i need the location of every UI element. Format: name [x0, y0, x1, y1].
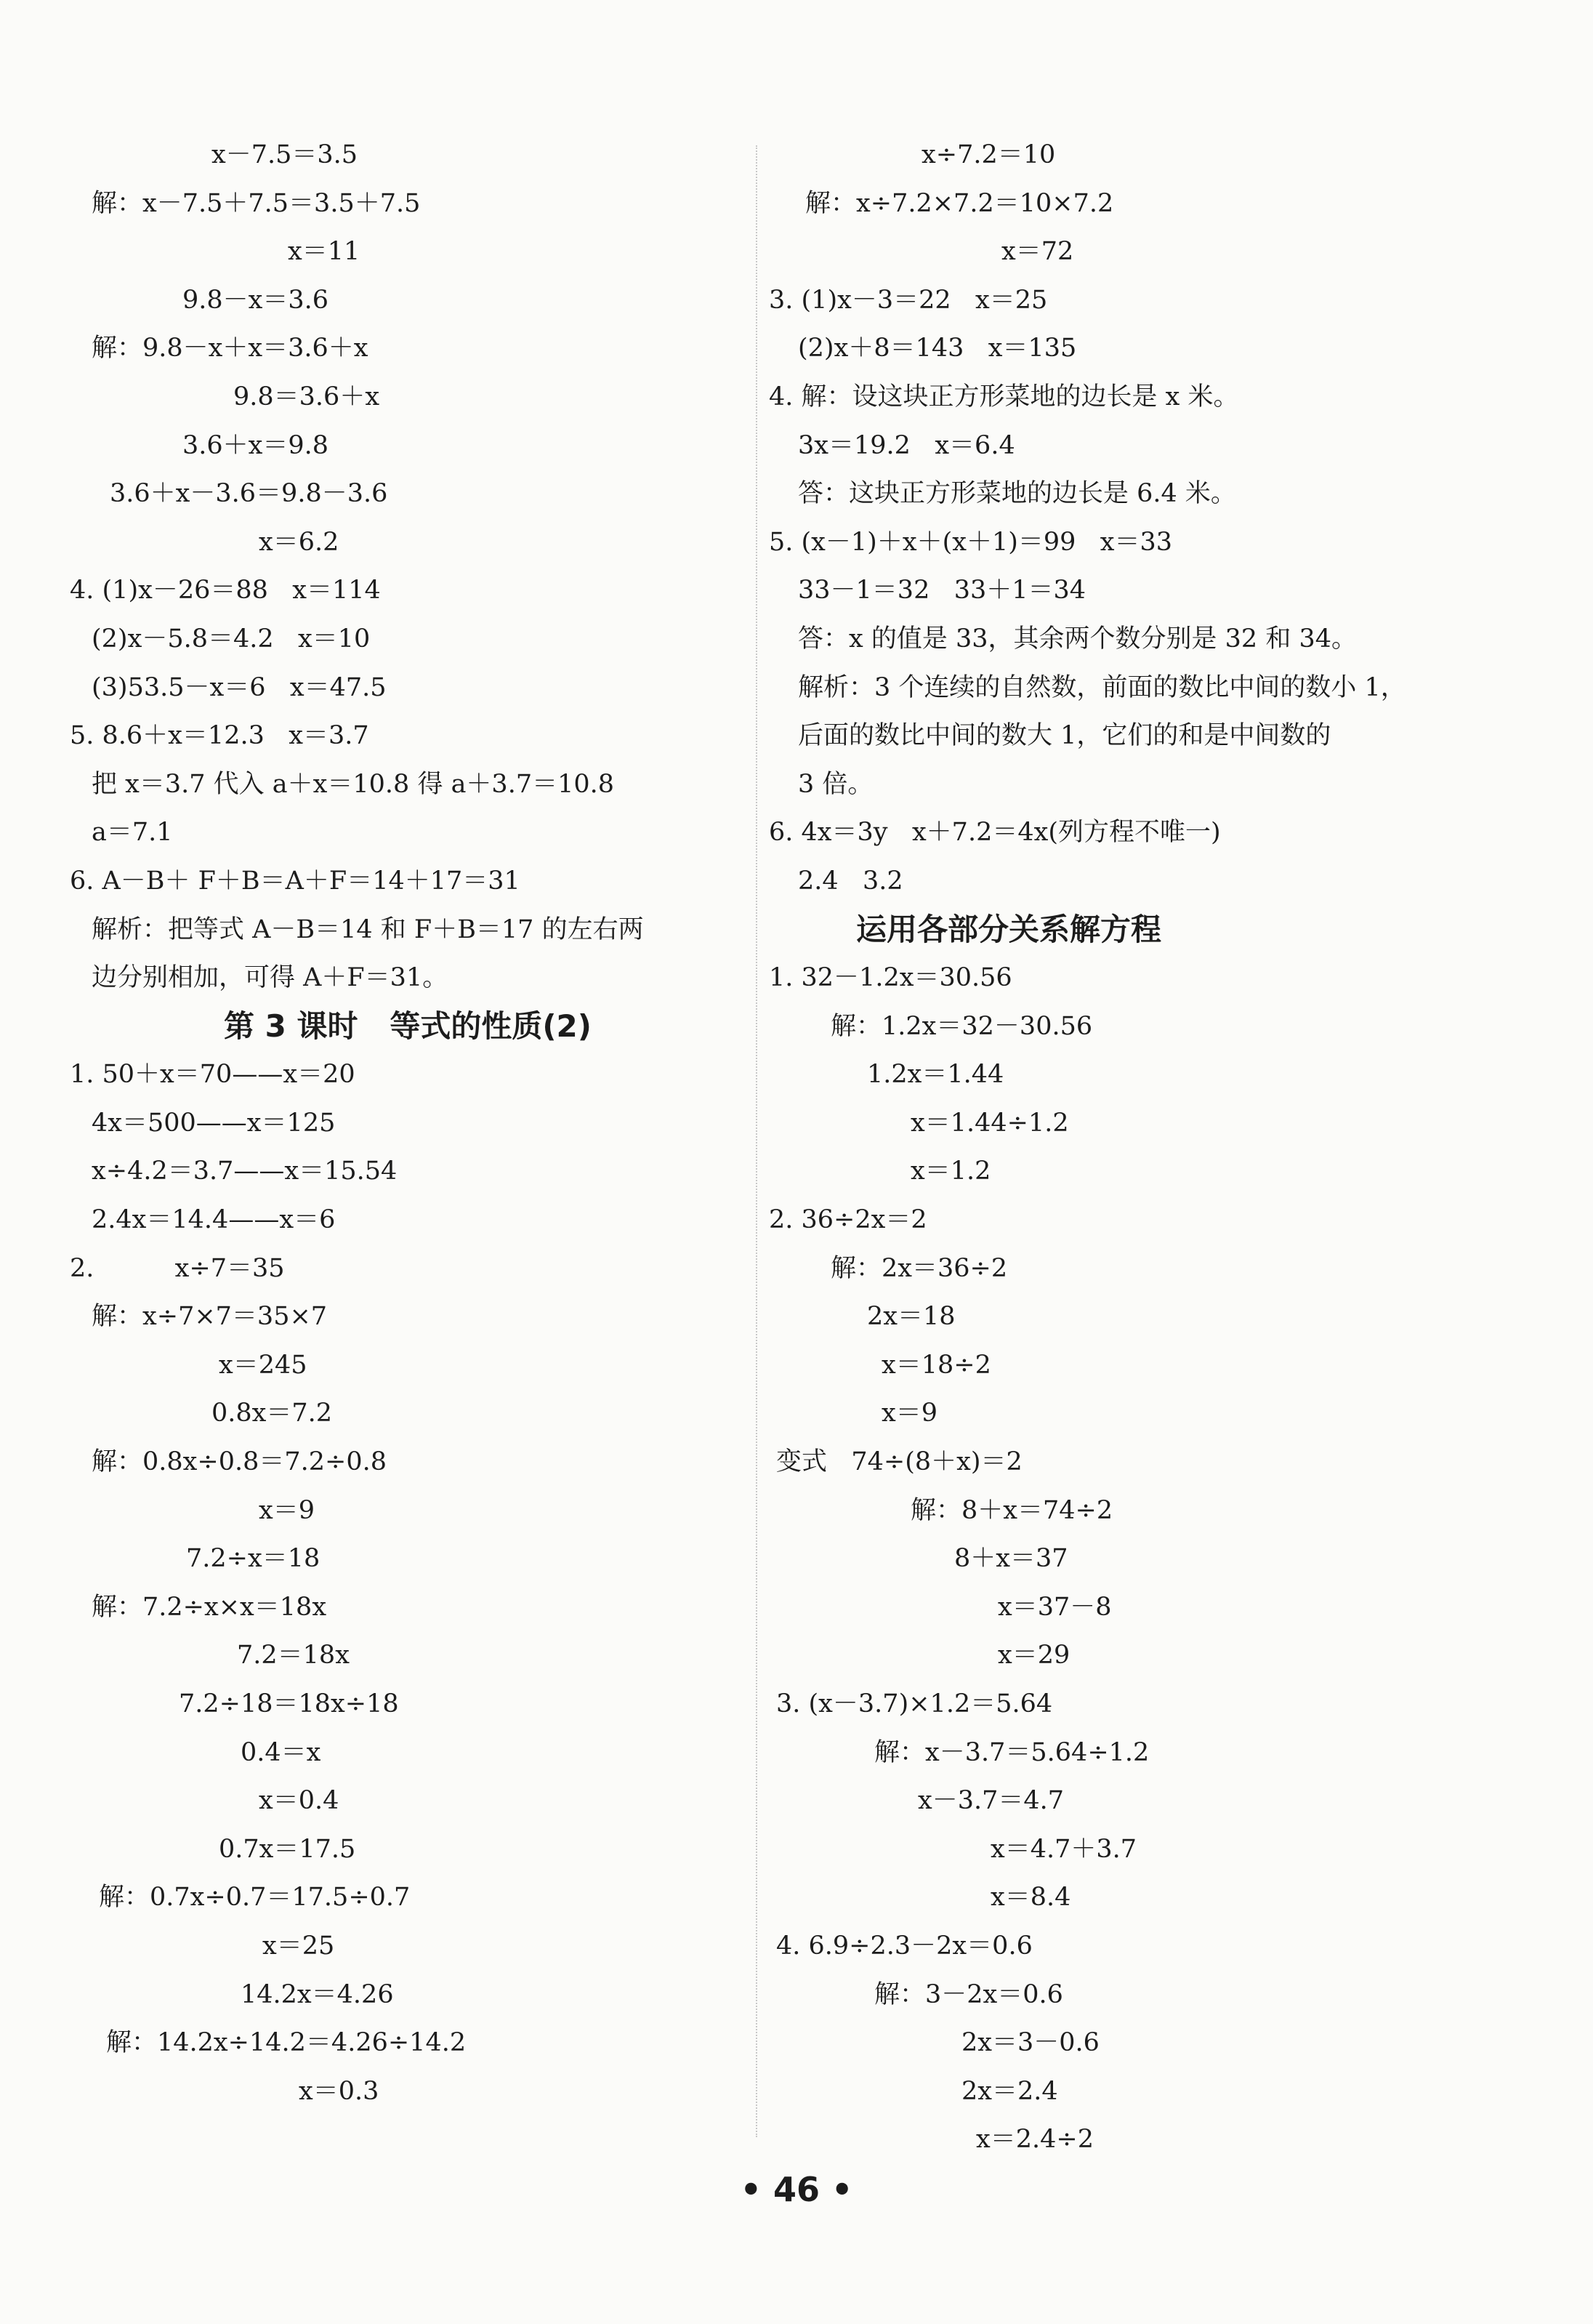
- answer-line: x＝37－8: [998, 1592, 1112, 1622]
- section-heading: 运用各部分关系解方程: [856, 911, 1162, 947]
- answer-line: 答：这块正方形菜地的边长是 6.4 米。: [798, 479, 1236, 509]
- answer-line: x＝9: [259, 1495, 315, 1525]
- answer-line: x＝4.7＋3.7: [991, 1834, 1137, 1864]
- answer-line: 3x＝19.2 x＝6.4: [798, 430, 1015, 460]
- answer-line: x－3.7＝4.7: [918, 1786, 1065, 1816]
- answer-line: 4. 6.9÷2.3－2x＝0.6: [776, 1931, 1033, 1961]
- answer-line: 8＋x＝37: [954, 1544, 1068, 1574]
- answer-line: x＝0.3: [299, 2076, 379, 2106]
- answer-line: 0.7x＝17.5: [219, 1834, 356, 1864]
- answer-line: x＝8.4: [991, 1883, 1071, 1913]
- answer-line: x＝245: [219, 1350, 307, 1380]
- answer-line: 2x＝18: [867, 1302, 956, 1332]
- answer-line: 解：0.7x÷0.7＝17.5÷0.7: [99, 1883, 411, 1913]
- answer-line: 解：2x＝36÷2: [831, 1253, 1008, 1283]
- answer-line: 解析：3 个连续的自然数，前面的数比中间的数小 1，: [798, 672, 1406, 702]
- answer-line: 边分别相加，可得 A＋F＝31。: [92, 963, 448, 993]
- right-column: [769, 131, 1525, 2164]
- answer-line: x÷7.2＝10: [921, 140, 1056, 169]
- answer-line: 3 倍。: [798, 769, 874, 799]
- answer-line: 7.2＝18x: [237, 1641, 350, 1670]
- answer-line: 3.6＋x－3.6＝9.8－3.6: [110, 479, 388, 509]
- page-number: • 46 •: [740, 2170, 853, 2209]
- answer-line: 变式 74÷(8＋x)＝2: [776, 1447, 1023, 1477]
- answer-line: 2x＝3－0.6: [961, 2028, 1100, 2058]
- left-column: [70, 131, 746, 2115]
- answer-line: x＝6.2: [259, 527, 339, 557]
- answer-line: x＝11: [288, 237, 360, 267]
- answer-line: 7.2÷x＝18: [186, 1544, 320, 1574]
- answer-line: 5. 8.6＋x＝12.3 x＝3.7: [70, 721, 369, 751]
- answer-line: x＝29: [998, 1641, 1070, 1670]
- answer-line: x＝18÷2: [882, 1350, 991, 1380]
- answer-line: 解：0.8x÷0.8＝7.2÷0.8: [92, 1447, 387, 1477]
- answer-line: a＝7.1: [92, 818, 173, 848]
- column-divider: [756, 145, 757, 2137]
- answer-line: 6. A－B＋ F＋B＝A＋F＝14＋17＝31: [70, 866, 520, 896]
- answer-line: x＝0.4: [259, 1786, 339, 1816]
- answer-line: 后面的数比中间的数大 1，它们的和是中间数的: [798, 721, 1331, 751]
- answer-line: 2. 36÷2x＝2: [769, 1205, 927, 1235]
- section-heading: 第 3 课时 等式的性质(2): [224, 1008, 592, 1044]
- answer-line: (2)x－5.8＝4.2 x＝10: [92, 624, 371, 654]
- answer-line: 解：x÷7.2×7.2＝10×7.2: [805, 188, 1114, 218]
- answer-line: 7.2÷18＝18x÷18: [179, 1689, 399, 1718]
- answer-line: x＝1.44÷1.2: [911, 1108, 1069, 1138]
- answer-line: 解：x÷7×7＝35×7: [92, 1302, 328, 1332]
- answer-line: 9.8＝3.6＋x: [233, 382, 380, 411]
- answer-line: 3. (x－3.7)×1.2＝5.64: [776, 1689, 1053, 1718]
- answer-line: 1. 50＋x＝70——x＝20: [70, 1060, 355, 1090]
- answer-line: 解：x－7.5＋7.5＝3.5＋7.5: [92, 188, 421, 218]
- answer-line: 0.4＝x: [241, 1737, 321, 1767]
- answer-line: x＝1.2: [911, 1157, 991, 1186]
- answer-line: x÷4.2＝3.7——x＝15.54: [92, 1157, 398, 1186]
- answer-line: 答：x 的值是 33，其余两个数分别是 32 和 34。: [798, 624, 1357, 654]
- answer-line: 解：x－3.7＝5.64÷1.2: [874, 1737, 1150, 1767]
- answer-line: 解：9.8－x＋x＝3.6＋x: [92, 334, 368, 363]
- answer-line: 3.6＋x＝9.8: [182, 430, 329, 460]
- answer-line: 解析：把等式 A－B＝14 和 F＋B＝17 的左右两: [92, 914, 644, 944]
- answer-line: 解：3－2x＝0.6: [874, 1979, 1063, 2009]
- answer-line: 把 x＝3.7 代入 a＋x＝10.8 得 a＋3.7＝10.8: [92, 769, 615, 799]
- answer-line: 33－1＝32 33＋1＝34: [798, 576, 1086, 606]
- answer-line: 解：8＋x＝74÷2: [911, 1495, 1113, 1525]
- answer-line: 解：14.2x÷14.2＝4.26÷14.2: [106, 2028, 467, 2058]
- answer-line: 1. 32－1.2x＝30.56: [769, 963, 1012, 993]
- answer-line: x＝72: [1001, 237, 1074, 267]
- answer-line: x＝25: [262, 1931, 335, 1961]
- answer-line: 5. (x－1)＋x＋(x＋1)＝99 x＝33: [769, 527, 1173, 557]
- answer-line: (3)53.5－x＝6 x＝47.5: [92, 672, 387, 702]
- answer-line: 4x＝500——x＝125: [92, 1108, 336, 1138]
- answer-line: 4. (1)x－26＝88 x＝114: [70, 576, 381, 606]
- answer-line: 2.4 3.2: [798, 866, 903, 896]
- answer-line: x＝2.4÷2: [976, 2125, 1094, 2155]
- answer-line: 9.8－x＝3.6: [182, 285, 329, 315]
- answer-line: 6. 4x＝3y x＋7.2＝4x(列方程不唯一): [769, 818, 1221, 848]
- answer-line: x－7.5＝3.5: [211, 140, 358, 169]
- answer-line: 2.4x＝14.4——x＝6: [92, 1205, 336, 1235]
- answer-line: 2x＝2.4: [961, 2076, 1058, 2106]
- answer-line: 解：7.2÷x×x＝18x: [92, 1592, 327, 1622]
- answer-line: 2. x÷7＝35: [70, 1253, 285, 1283]
- answer-line: 4. 解：设这块正方形菜地的边长是 x 米。: [769, 382, 1239, 411]
- answer-line: 0.8x＝7.2: [211, 1399, 333, 1428]
- answer-line: x＝9: [882, 1399, 938, 1428]
- answer-line: 3. (1)x－3＝22 x＝25: [769, 285, 1048, 315]
- answer-line: 解：1.2x＝32－30.56: [831, 1011, 1093, 1041]
- answer-line: 14.2x＝4.26: [241, 1979, 394, 2009]
- answer-line: (2)x＋8＝143 x＝135: [798, 334, 1077, 363]
- answer-line: 1.2x＝1.44: [867, 1060, 1004, 1090]
